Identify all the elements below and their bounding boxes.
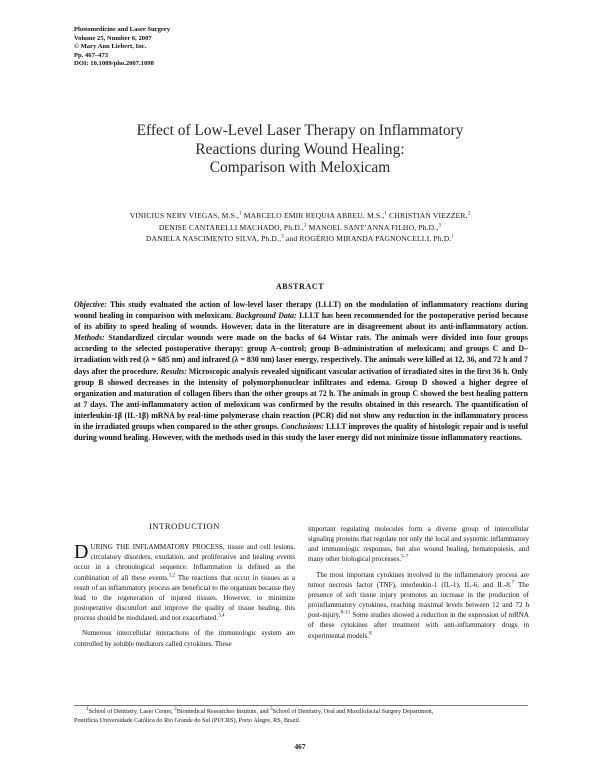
paragraph-text: The presence of soft tissue injury promotes an increase in the production of proinflammatory cytokines, reaching maximal levels between 12 and 72 h post-injury. xyxy=(308,580,529,620)
paragraph-text: The most important cytokines involved in the inflammatory process are tumor necrosis factor (TNF), interleukin-1 (IL-1), IL-6, and IL-8. xyxy=(308,570,529,589)
author-line xyxy=(60,233,540,245)
affiliation-mark: 1 xyxy=(239,211,242,217)
page-number: 467 xyxy=(294,742,306,751)
citation: 7 xyxy=(511,580,515,586)
left-column xyxy=(74,521,295,649)
footnote-text: Biomedical Researches Institute, and xyxy=(176,708,271,715)
abstract-text: Standardized circular wounds were made on the backs of 64 Wistar rats. The animals were divided into four groups according to the selected postoperative therapy: group A–control; group B–administration of meloxicam; and groups C and D–irradiation with red (λ = 685 nm) and infrared (λ = 830 nm) laser energy, respectively. The animals were killed at 12, 36, and 72 h and 7 days after the procedure. xyxy=(74,333,528,376)
abstract-label: Background Data: xyxy=(235,311,297,321)
abstract-text: LLLT improves the quality of histologic repair and is useful during wound healing. However, with the methods used in this study the laser energy did not minimize tissue inflammatory reactions. xyxy=(74,422,528,443)
author: MARCELO EMIR REQUIA ABREU, M.S., xyxy=(241,211,385,220)
journal-volume: Volume 25, Number 6, 2007 xyxy=(74,34,152,42)
title-line: Effect of Low-Level Laser Therapy on Inflammatory xyxy=(136,122,464,139)
journal-pages: Pp. 467–473 xyxy=(74,51,109,59)
journal-name: Photomedicine and Laser Surgery xyxy=(74,26,171,33)
paper-title xyxy=(60,122,540,178)
footnote-text: School of Dentistry, Oral and Maxillofacial Surgery Department, xyxy=(272,708,434,715)
right-column xyxy=(308,524,529,641)
paragraph-text: tissue and cell lesions, circulatory disorders, exudation, and proliferative and healing events occur in a chronological sequence. Inflammation is defined as the combination of all these events. xyxy=(74,543,295,582)
body-paragraph xyxy=(308,570,529,641)
journal-doi: DOI: 10.1089/pho.2007.1098 xyxy=(74,60,154,68)
author-line xyxy=(60,222,540,234)
author: MANOEL SANT’ANNA FILHO, Ph.D., xyxy=(306,222,439,232)
affiliation-footnote xyxy=(74,707,528,725)
affiliation-mark: 1 xyxy=(451,234,455,240)
footnote-line xyxy=(74,707,528,716)
author: VINICIUS NERY VIEGAS, M.S., xyxy=(129,211,240,220)
author-line xyxy=(60,210,540,222)
affiliation-mark: 3 xyxy=(281,234,284,240)
lead-in: URING THE INFLAMMATORY PROCESS, xyxy=(90,543,225,552)
journal-copyright: © Mary Ann Liebert, Inc. xyxy=(74,43,147,51)
footnote-rule xyxy=(74,705,528,706)
footnote-line: Pontifícia Universidade Católica do Rio Grande do Sul (PUCRS), Porto Alegre, RS, Brazil. xyxy=(74,717,301,724)
footnote-text: School of Dentistry, Laser Center, xyxy=(88,708,175,715)
citation: 8 xyxy=(369,631,372,637)
paragraph-text: important regulating molecules form a diverse group of intercellular signaling proteins that regulate not only the local and systemic inflammatory and immunologic responses, but also wound healing, hematopoiesis, and many other biological processes. xyxy=(308,525,529,564)
drop-cap: D xyxy=(74,541,89,564)
author: DANIELA NASCIMENTO SILVA, Ph.D., xyxy=(145,234,282,244)
abstract-label: Results: xyxy=(160,366,187,376)
body-paragraph xyxy=(308,524,529,565)
citation: 8–11 xyxy=(340,610,351,616)
citation: 1,2 xyxy=(168,573,175,579)
journal-header xyxy=(74,26,170,69)
affiliation-mark: 2 xyxy=(467,211,471,217)
abstract-heading: ABSTRACT xyxy=(275,282,325,291)
citation: 3,4 xyxy=(218,613,225,619)
body-paragraph: Numerous intercellular interactions of the immunologic system are controlled by soluble mediators called cytokines. These xyxy=(74,629,295,648)
paragraph-text: The reactions that occur in tissues as a result of an inflammatory process are beneficial to the organism because they lead to the regeneration of injured tissues. However, to minimize postoperative discomfort and improve the quality of tissue healing, this process should be modulated, and not exacerbated. xyxy=(74,573,296,623)
abstract-text: LLLT has been recommended for the postoperative period because of its ability to speed healing of wounds. However, data in the literature are in disagreement about its anti-inflammatory action. xyxy=(74,311,528,332)
abstract-text: Microscopic analysis revealed significant vascular activation of irradiated sites in the first 36 h. Only group B showed decreases in the intensity of polymorphonuclear infiltrates and edema. Group D showed a higher degree of organization and maturation of collagen fibers than the other groups at 72 h. The animals in group C showed the best healing pattern at 7 days. The anti-inflammatory action of meloxicam was confirmed by the results obtained in this research. The quantification of interleukin-1β (IL-1β) mRNA by real-time polymerase chain reaction (PCR) did not show any reduction in the inflammatory process in the irradiated groups when compared to the other groups. xyxy=(74,366,528,432)
affiliation-mark: 1 xyxy=(384,211,388,217)
affiliation-mark: 1 xyxy=(86,706,89,712)
affiliation-mark: 3 xyxy=(438,223,442,229)
affiliation-mark: 2 xyxy=(303,223,307,229)
author: CHRISTIAN VIEZZER, xyxy=(387,211,468,220)
affiliation-mark: 3 xyxy=(270,706,273,712)
affiliation-mark: 2 xyxy=(174,706,177,712)
title-line: Reactions during Wound Healing: xyxy=(195,140,405,158)
author: DENISE CANTARELLI MACHADO, Ph.D., xyxy=(158,222,304,232)
abstract-body xyxy=(74,299,528,443)
abstract-label: Objective: xyxy=(74,300,107,309)
body-paragraph xyxy=(74,542,295,623)
abstract-label: Methods: xyxy=(74,333,105,343)
section-heading: INTRODUCTION xyxy=(149,521,220,531)
abstract-label: Conclusions: xyxy=(281,422,325,432)
abstract-text: This study evaluated the action of low-level laser therapy (LLLT) on the modulation of inflammatory reactions during wound healing in comparison with meloxicam. xyxy=(74,300,528,321)
author-list xyxy=(60,210,540,245)
paragraph-text: Some studies showed a reduction in the expression of mRNA of these cytokines after treatment with anti-inflammatory drugs in experimental models. xyxy=(308,611,529,640)
author: and ROGÉRIO MIRANDA PAGNONCELLI, Ph.D. xyxy=(283,234,452,244)
title-line: Comparison with Meloxicam xyxy=(209,159,391,177)
citation: 5–7 xyxy=(400,555,409,561)
